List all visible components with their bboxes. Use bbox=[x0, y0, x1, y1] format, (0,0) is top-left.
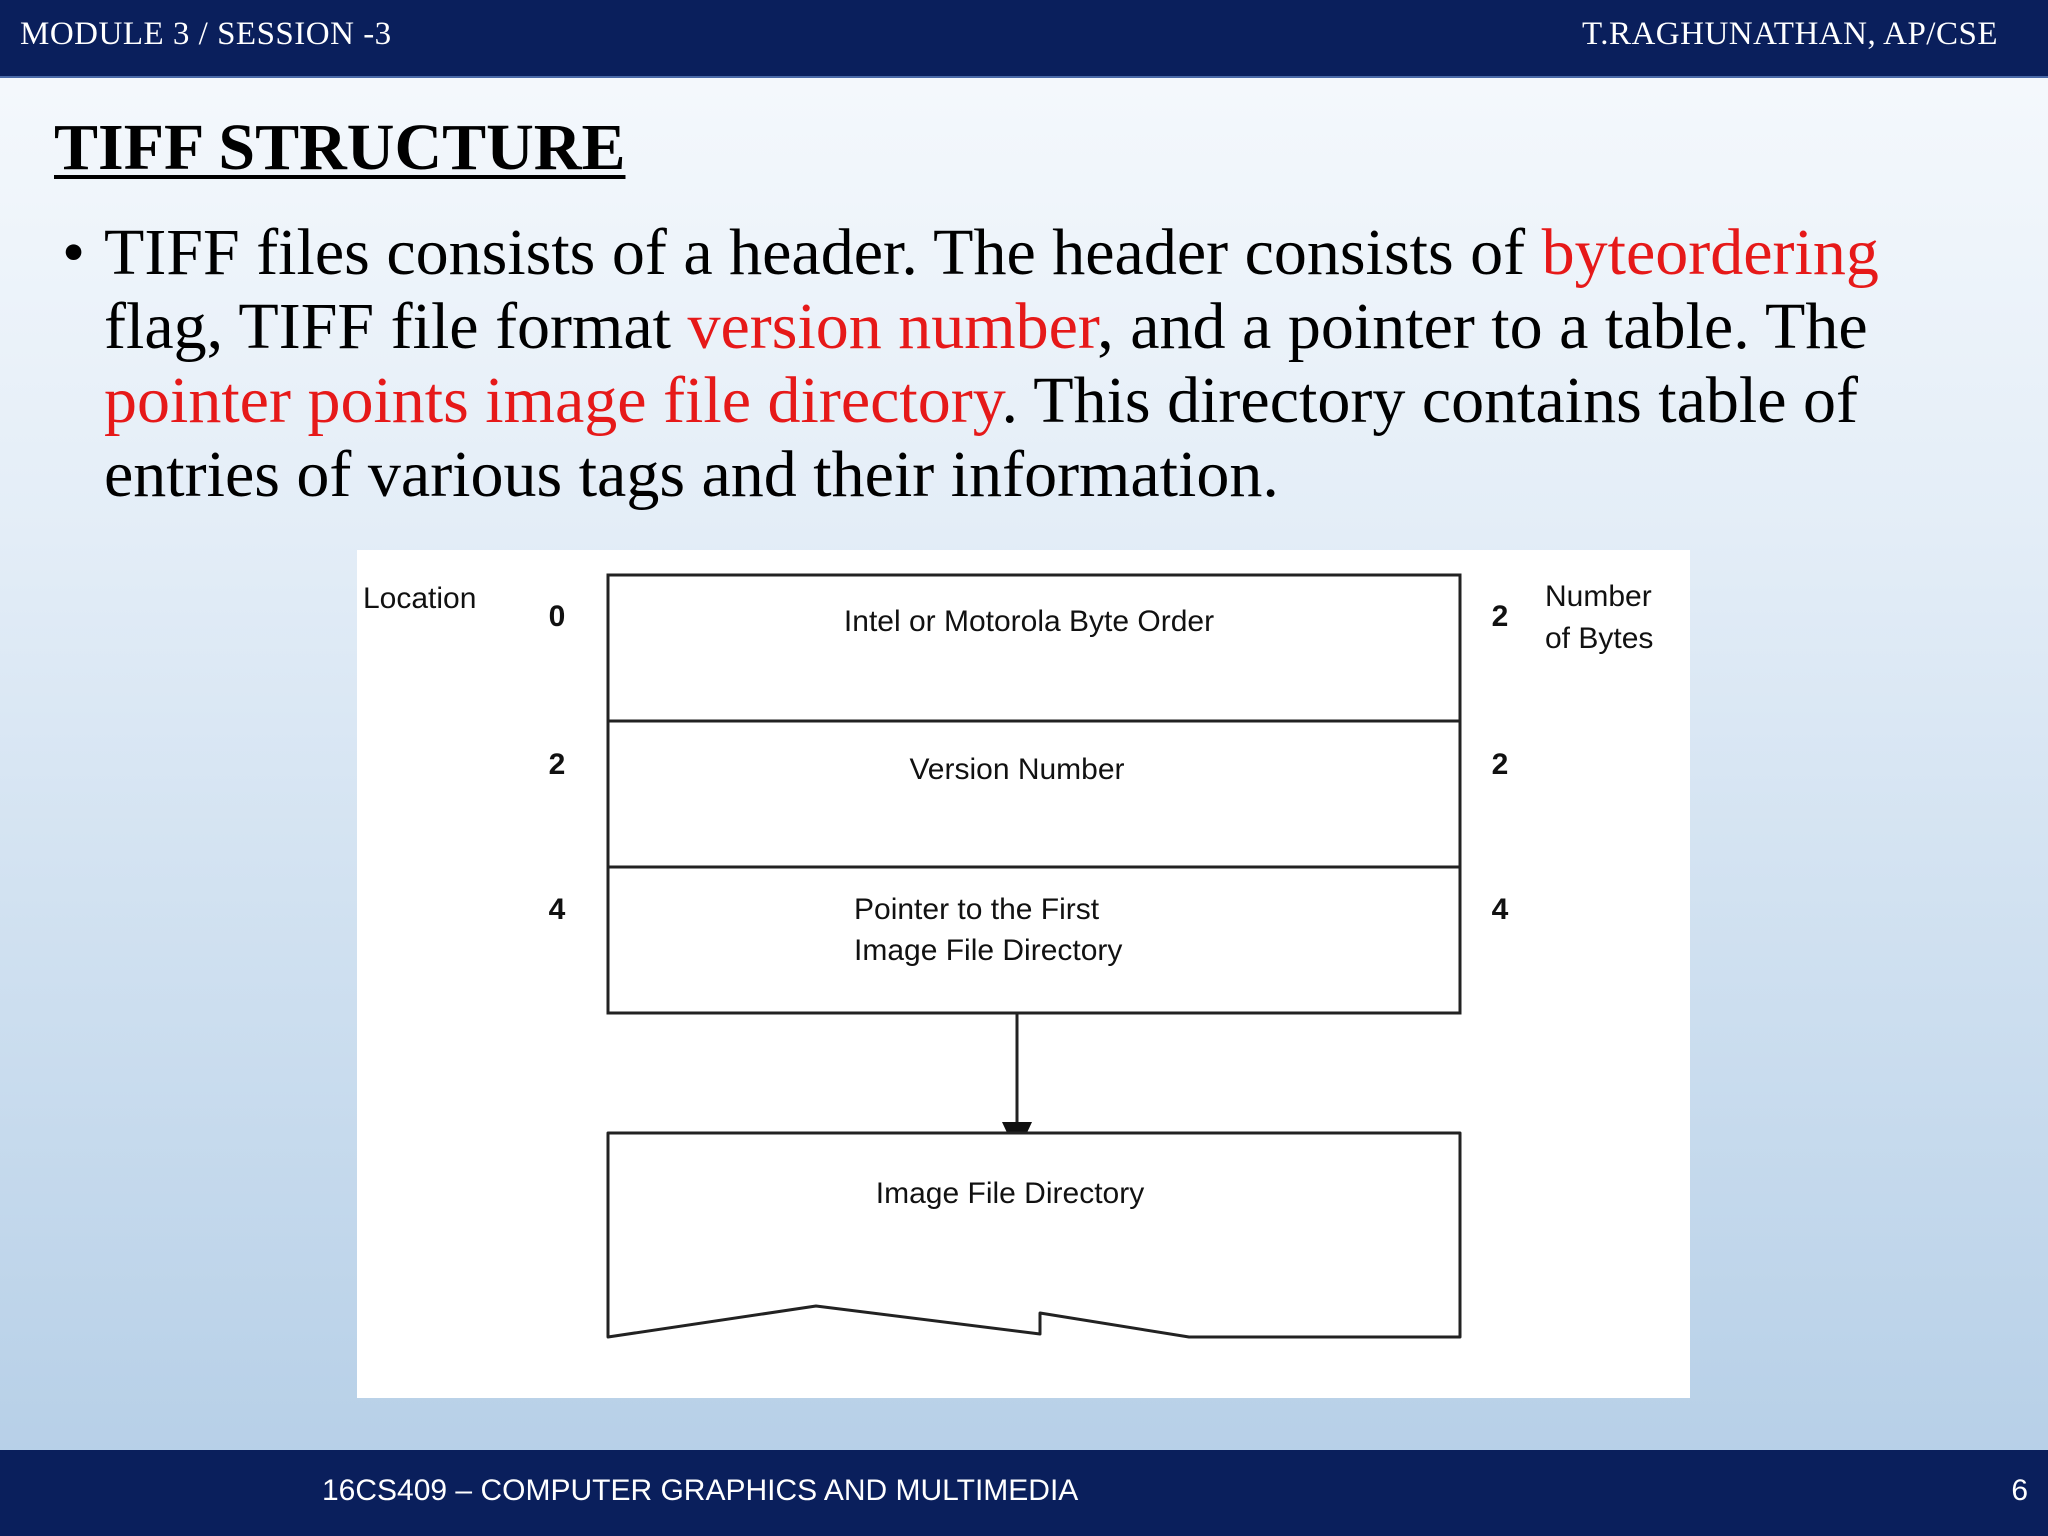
row-bytes-0: 2 bbox=[1491, 600, 1509, 633]
module-session-label: MODULE 3 / SESSION -3 bbox=[20, 16, 392, 52]
bytes-label-line2: of Bytes bbox=[1545, 622, 1654, 655]
row-label-0: Intel or Motorola Byte Order bbox=[843, 605, 1215, 638]
highlight-byteordering: byteordering bbox=[1541, 216, 1879, 289]
bullet-text bbox=[104, 216, 2004, 512]
course-label: 16CS409 – COMPUTER GRAPHICS AND MULTIMEDIA bbox=[322, 1474, 1079, 1507]
diagram-svg bbox=[357, 550, 1690, 1398]
row-label-2-line2: Image File Directory bbox=[854, 934, 1123, 967]
row-location-2: 4 bbox=[548, 893, 566, 926]
slide-title: TIFF STRUCTURE bbox=[54, 111, 626, 184]
image-file-directory-block bbox=[608, 1133, 1460, 1337]
author-label: T.RAGHUNATHAN, AP/CSE bbox=[1581, 16, 1998, 52]
row-label-1: Version Number bbox=[909, 753, 1125, 786]
header-bar bbox=[0, 0, 2048, 78]
bullet-text-part3: , and a pointer to a table. The bbox=[1097, 290, 1868, 363]
bytes-label-line1: Number bbox=[1545, 580, 1652, 613]
row-location-0: 0 bbox=[548, 600, 566, 633]
tiff-structure-diagram bbox=[357, 550, 1690, 1398]
row-bytes-1: 2 bbox=[1491, 748, 1509, 781]
highlight-version-number: version number bbox=[687, 290, 1098, 363]
directory-label: Image File Directory bbox=[875, 1177, 1145, 1210]
bullet-text-part2: flag, TIFF file format bbox=[104, 290, 688, 363]
page-number: 6 bbox=[2011, 1474, 2028, 1507]
bullet-text-part4: . This directory contains table of entries of various tags and their information. bbox=[104, 364, 1859, 511]
row-label-2-line1: Pointer to the First bbox=[854, 893, 1100, 926]
bullet-symbol: • bbox=[62, 216, 86, 289]
row-bytes-2: 4 bbox=[1491, 893, 1509, 926]
row-location-1: 2 bbox=[548, 748, 566, 781]
footer-bar bbox=[0, 1450, 2048, 1536]
bullet-text-part1: TIFF files consists of a header. The header consists of bbox=[104, 216, 1542, 289]
highlight-pointer: pointer points image file directory bbox=[104, 364, 1002, 437]
location-label: Location bbox=[363, 582, 477, 615]
